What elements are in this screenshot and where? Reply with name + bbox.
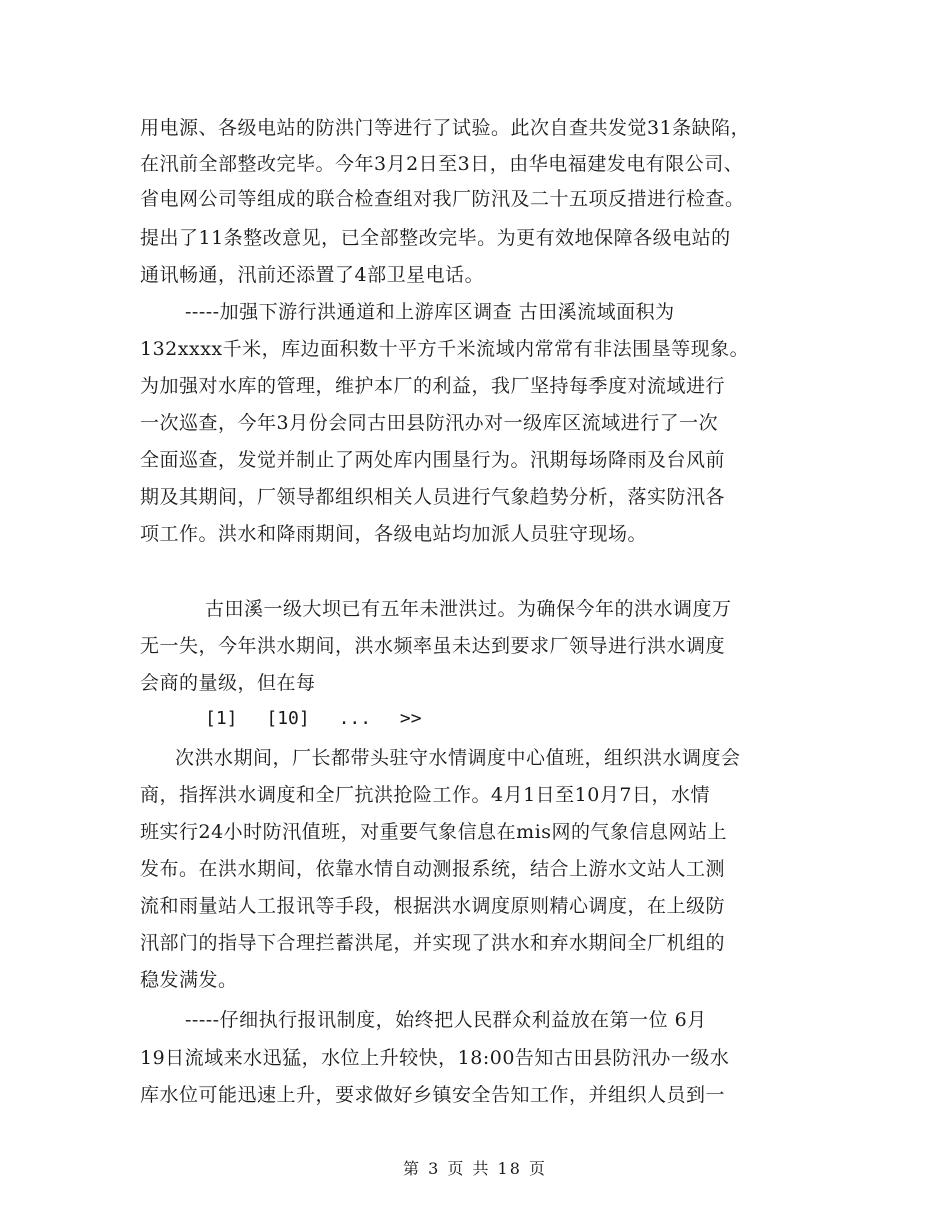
text-line: 提出了11条整改意见，已全部整改完毕。为更有效地保障各级电站的 — [140, 227, 731, 249]
text-line: 流和雨量站人工报讯等手段，根据洪水调度原则精心调度，在上级防 — [140, 895, 726, 917]
text-line: 次洪水期间，厂长都带头驻守水情调度中心值班，组织洪水调度会 — [175, 747, 741, 769]
text-line: 汛部门的指导下合理拦蓄洪尾，并实现了洪水和弃水期间全厂机组的 — [140, 932, 726, 954]
text-line: 古田溪一级大坝已有五年未泄洪过。为确保今年的洪水调度万 — [205, 598, 732, 620]
text-line: 稳发满发。 — [140, 969, 238, 991]
page-footer: 第 3 页 共 18 页 — [403, 1159, 547, 1178]
page-link-1[interactable]: [1] — [205, 708, 238, 729]
text-line: 全面巡查，发觉并制止了两处库内围垦行为。汛期每场降雨及台风前 — [140, 449, 726, 471]
text-line: 132xxxx千米，库边面积数十平方千米流域内常常有非法围垦等现象。 — [140, 338, 750, 360]
text-line: 一次巡查，今年3月份会同古田县防汛办对一级库区流域进行了一次 — [140, 412, 719, 434]
text-line: 为加强对水库的管理，维护本厂的利益，我厂坚持每季度对流域进行 — [140, 375, 726, 397]
text-line: 会商的量级，但在每 — [140, 672, 316, 694]
text-line: 发布。在洪水期间，依靠水情自动测报系统，结合上游水文站人工测 — [140, 858, 726, 880]
text-line: 通讯畅通，汛前还添置了4部卫星电话。 — [140, 264, 485, 286]
pagination-ellipsis: ... — [338, 708, 372, 729]
text-line: 省电网公司等组成的联合检查组对我厂防汛及二十五项反措进行检查。 — [140, 188, 745, 210]
text-line: -----加强下游行洪通道和上游库区调查 古田溪流域面积为 — [185, 301, 675, 323]
text-line: 无一失，今年洪水期间，洪水频率虽未达到要求厂领导进行洪水调度 — [140, 635, 726, 657]
page-link-10[interactable]: [10] — [266, 708, 310, 729]
text-line: 在汛前全部整改完毕。今年3月2日至3日，由华电福建发电有限公司、 — [140, 153, 744, 175]
pagination — [205, 708, 440, 729]
text-line: 库水位可能迅速上升，要求做好乡镇安全告知工作，并组织人员到一 — [140, 1084, 726, 1106]
next-page-link[interactable]: >> — [399, 708, 422, 729]
text-line: 商，指挥洪水调度和全厂抗洪抢险工作。4月1日至10月7日，水情 — [140, 784, 710, 806]
text-line: 19日流域来水迅猛，水位上升较快，18:00告知古田县防汛办一级水 — [140, 1047, 730, 1069]
text-line: 期及其期间，厂领导都组织相关人员进行气象趋势分析，落实防汛各 — [140, 486, 726, 508]
text-line: -----仔细执行报讯制度，始终把人民群众利益放在第一位 6月 — [185, 1009, 707, 1031]
text-line: 用电源、各级电站的防洪门等进行了试验。此次自查共发觉31条缺陷， — [140, 117, 751, 139]
text-line: 班实行24小时防汛值班，对重要气象信息在mis网的气象信息网站上 — [140, 821, 728, 843]
text-line: 项工作。洪水和降雨期间，各级电站均加派人员驻守现场。 — [140, 523, 648, 545]
